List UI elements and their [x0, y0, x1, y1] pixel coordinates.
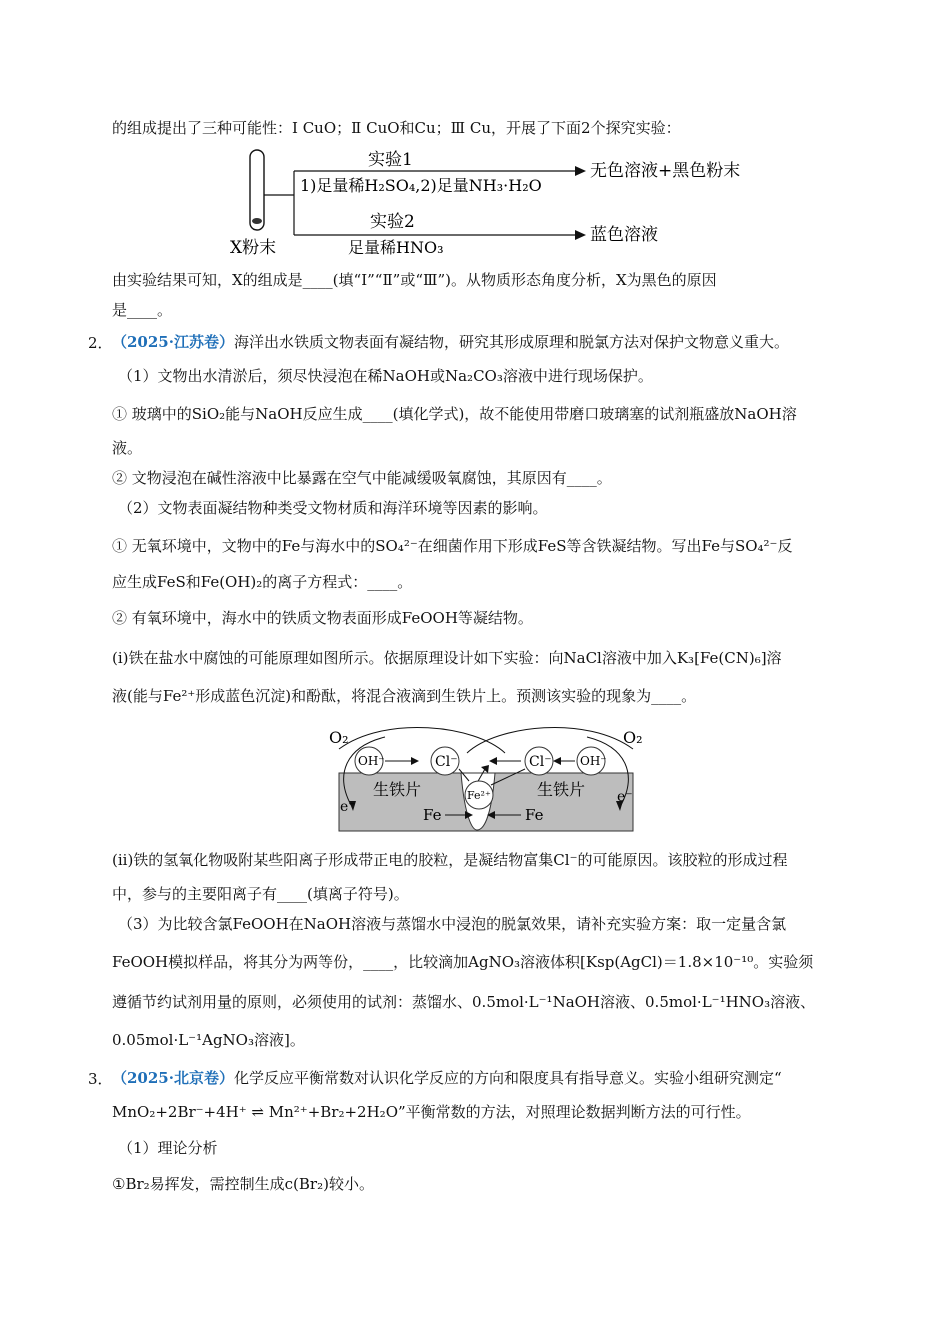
reagent1-label: 1)足量稀H₂SO₄,2)足量NH₃·H₂O [300, 176, 542, 195]
text-line: FeOOH模拟样品，将其分为两等份，____，比较滴加AgNO₃溶液体积[Ksp(AgCl)＝1.8×10⁻¹⁰。实验须 [112, 953, 814, 971]
o2-left-label: O₂ [329, 728, 349, 747]
e-left-label: e⁻ [340, 799, 356, 815]
text-line: 是____。 [112, 301, 173, 319]
o2-right-label: O₂ [623, 728, 643, 747]
question-header [112, 1068, 782, 1088]
text-line: 由实验结果可知，X的组成是____(填“Ⅰ”“Ⅱ”或“Ⅲ”)。从物质形态角度分析，X为黑色的原因 [112, 271, 717, 289]
plate-left-label: 生铁片 [373, 780, 422, 799]
text-line: ② 有氧环境中，海水中的铁质文物表面形成FeOOH等凝结物。 [112, 609, 533, 627]
flowchart-diagram [230, 145, 760, 260]
text-line: （3）为比较含氯FeOOH在NaOH溶液与蒸馏水中浸泡的脱氯效果，请补充实验方案：取一定量含氯 [118, 915, 787, 933]
text-line: （1）理论分析 [118, 1139, 218, 1157]
text-line: 中，参与的主要阳离子有____(填离子符号)。 [112, 885, 409, 903]
reagent2-label: 足量稀HNO₃ [348, 238, 444, 257]
text-line: (ii)铁的氢氧化物吸附某些阳离子形成带正电的胶粒，是凝结物富集Cl⁻的可能原因。该胶粒的形成过程 [112, 851, 788, 869]
text-line: MnO₂+2Br⁻+4H⁺ ⇌ Mn²⁺+Br₂+2H₂O”平衡常数的方法，对照理论数据判断方法的可行性。 [112, 1103, 751, 1121]
result1-label: 无色溶液+黑色粉末 [590, 161, 741, 181]
text-line: ①Br₂易挥发，需控制生成c(Br₂)较小。 [112, 1175, 374, 1193]
cl-right-label: Cl⁻ [529, 754, 552, 770]
text-line: 液(能与Fe²⁺形成蓝色沉淀)和酚酞，将混合液滴到生铁片上。预测该实验的现象为____。 [112, 687, 697, 705]
cl-left-label: Cl⁻ [435, 754, 458, 770]
fe-left-label: Fe [423, 806, 442, 824]
question-text: 海洋出水铁质文物表面有凝结物，研究其形成原理和脱氯方法对保护文物意义重大。 [233, 333, 789, 351]
exp1-label: 实验1 [368, 150, 413, 170]
plate-right-label: 生铁片 [537, 780, 586, 799]
question-number: 3． [88, 1070, 113, 1088]
text-line: 液。 [112, 439, 143, 457]
corrosion-diagram [325, 725, 650, 835]
text-line: 的组成提出了三种可能性：Ⅰ CuO；Ⅱ CuO和Cu；Ⅲ Cu，开展了下面2个探究实验： [112, 119, 681, 137]
text-line: ① 玻璃中的SiO₂能与NaOH反应生成____(填化学式)，故不能使用带磨口玻璃塞的试剂瓶盛放NaOH溶 [112, 405, 797, 423]
oh-left-label: OH⁻ [358, 754, 385, 768]
e-right-label: e⁻ [617, 789, 633, 805]
tube-label: X粉末 [230, 238, 277, 258]
text-line: ① 无氧环境中，文物中的Fe与海水中的SO₄²⁻在细菌作用下形成FeS等含铁凝结物。写出Fe与SO₄²⁻反 [112, 537, 793, 555]
result2-label: 蓝色溶液 [590, 225, 658, 245]
text-line: （1）文物出水清淤后，须尽快浸泡在稀NaOH或Na₂CO₃溶液中进行现场保护。 [118, 367, 653, 385]
text-line: 遵循节约试剂用量的原则，必须使用的试剂：蒸馏水、0.5mol·L⁻¹NaOH溶液、0.5mol·L⁻¹HNO₃溶液、 [112, 993, 816, 1011]
question-source: （2025·北京卷） [112, 1069, 234, 1087]
fe-right-label: Fe [525, 806, 544, 824]
text-line: ② 文物浸泡在碱性溶液中比暴露在空气中能减缓吸氧腐蚀，其原因有____。 [112, 469, 612, 487]
question-number: 2． [88, 334, 113, 352]
exp2-label: 实验2 [370, 212, 415, 232]
question-source: （2025·江苏卷） [112, 333, 234, 351]
text-line: 应生成FeS和Fe(OH)₂的离子方程式：____。 [112, 573, 413, 591]
oh-right-label: OH⁻ [580, 754, 607, 768]
question-text: 化学反应平衡常数对认识化学反应的方向和限度具有指导意义。实验小组研究测定“ [233, 1069, 782, 1087]
question-header [112, 332, 789, 352]
fe2-label: Fe²⁺ [467, 789, 491, 802]
text-line: 0.05mol·L⁻¹AgNO₃溶液]。 [112, 1031, 305, 1049]
text-line: （2）文物表面凝结物种类受文物材质和海洋环境等因素的影响。 [118, 499, 548, 517]
text-line: (i)铁在盐水中腐蚀的可能原理如图所示。依据原理设计如下实验：向NaCl溶液中加入K₃[Fe(CN)₆]溶 [112, 649, 782, 667]
